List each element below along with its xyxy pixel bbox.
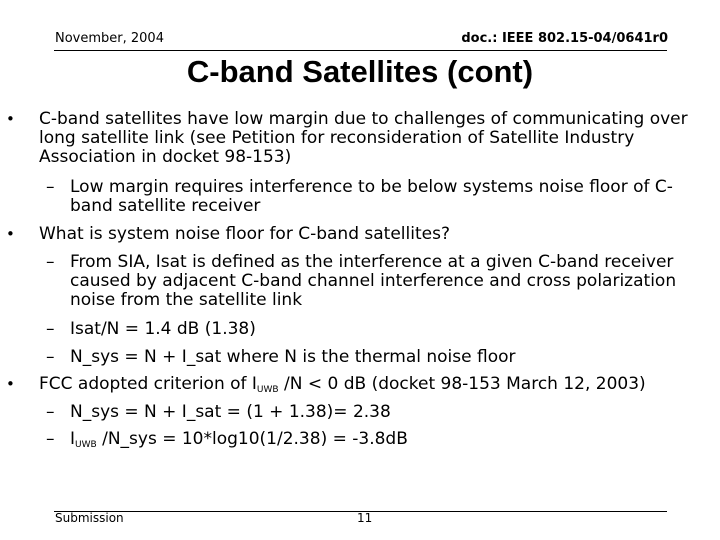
bullet-1-sub-1: Low margin requires interference to be below systems noise floor of C-band satellite receiver [70,177,673,216]
bullet-3-sub-2-pre: I [70,429,76,449]
bullet-2-sub-2: Isat/N = 1.4 dB (1.38) [70,319,256,339]
slide-title: C-band Satellites (cont) [186,54,534,89]
bullet-2-text: What is system noise floor for C-band satellites? [39,224,450,244]
dash-icon: – [46,402,55,422]
dash-icon: – [46,252,55,272]
bullet-icon: • [6,110,15,128]
bullet-2-sub-1: From SIA, Isat is defined as the interference at a given C-band receiver caused by adjacent C-band channel interference and cross polarization noise from the satellite link [70,252,677,310]
bullet-2-sub-3: N_sys = N + I_sat where N is the thermal noise floor [70,347,516,367]
header-date: November, 2004 [55,31,164,46]
bullet-3-sub-2-post: /N_sys = 10*log10(1/2.38) = -3.8dB [96,429,408,449]
page-number: 11 [357,511,373,525]
uwb-subscript: UWB [256,385,279,395]
bullet-1-text: C-band satellites have low margin due to challenges of communicating over long satellite link (see Petition for reconsideration of Satellite Industry Association in docket 98-153) [39,109,688,167]
bullet-3-sub-1: N_sys = N + I_sat = (1 + 1.38)= 2.38 [70,402,391,422]
bullet-3-pre: FCC adopted criterion of I [39,374,257,394]
dash-icon: – [46,177,55,197]
bullet-icon: • [6,375,15,393]
footer-submission: Submission [55,511,124,525]
dash-icon: – [46,319,55,339]
dash-icon: – [46,429,55,449]
uwb-subscript: UWB [75,440,97,450]
bullet-icon: • [6,225,15,243]
bullet-3-post: /N < 0 dB (docket 98-153 March 12, 2003) [278,374,646,394]
bullet-3-sub-2 [70,430,710,449]
header-doc-id: doc.: IEEE 802.15-04/0641r0 [461,31,668,46]
dash-icon: – [46,347,55,367]
bullet-3-text [39,375,714,394]
